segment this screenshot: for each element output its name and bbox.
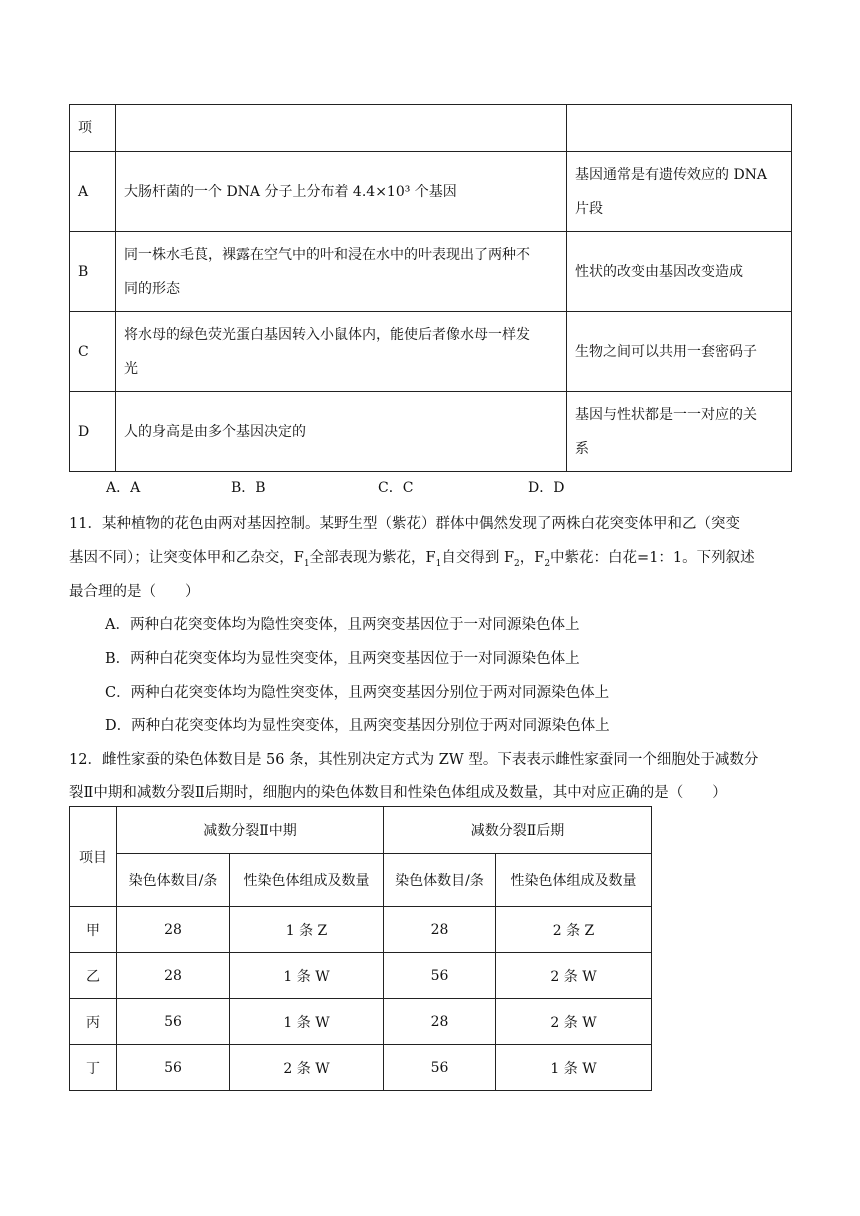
header-cell (116, 105, 567, 152)
cell: 56 (384, 1045, 496, 1091)
q11-stem-line2: 基因不同）；让突变体甲和乙杂交，$F_1$全部表现为紫花，$F_1$自交得到 $F_2$，$F_2$中紫花：白花=1：1。下列叙述 (69, 550, 755, 569)
cell: 56 (384, 953, 496, 999)
row-description: 将水母的绿色荧光蛋白基因转入小鼠体内，能使后者像水母一样发 光 (116, 312, 567, 392)
phase-header: 减数分裂Ⅱ后期 (384, 807, 652, 854)
row-description: 同一株水毛茛，裸露在空气中的叶和浸在水中的叶表现出了两种不 同的形态 (116, 232, 567, 312)
row-description: 大肠杆菌的一个 DNA 分子上分布着 4.4×10³ 个基因 (116, 152, 567, 232)
cell: 28 (117, 953, 230, 999)
table-subheader-row (70, 854, 652, 907)
table-row (70, 1045, 652, 1091)
table-header-row (70, 105, 792, 152)
cell: 28 (117, 907, 230, 953)
cell: 1 条 W (496, 1045, 652, 1091)
q11-choice-c: C．两种白花突变体均为隐性突变体，且两突变基因分别位于两对同源染色体上 (105, 685, 610, 701)
item-header: 项目 (70, 807, 117, 907)
header-cell: 项 (70, 105, 116, 152)
cell: 28 (384, 999, 496, 1045)
cell: 2 条 W (496, 999, 652, 1045)
row-label: B (70, 232, 116, 312)
table-row (70, 232, 792, 312)
cell: 2 条 W (230, 1045, 384, 1091)
table-row (70, 907, 652, 953)
cell: 1 条 W (230, 999, 384, 1045)
subheader-cell: 性染色体组成及数量 (230, 854, 384, 907)
gene-trait-table (69, 104, 792, 472)
q12-stem-line2: 裂Ⅱ中期和减数分裂Ⅱ后期时，细胞内的染色体数目和性染色体组成及数量，其中对应正确的是（ ） (69, 785, 727, 801)
row-label: D (70, 392, 116, 472)
table-row (70, 953, 652, 999)
q11-stem-line3: 最合理的是（ ） (69, 584, 200, 600)
subheader-cell: 性染色体组成及数量 (496, 854, 652, 907)
option-d: D．D (528, 480, 565, 496)
table-row (70, 152, 792, 232)
row-label: 丙 (70, 999, 117, 1045)
row-reason: 基因与性状都是一一对应的关 系 (567, 392, 792, 472)
q10-options (106, 477, 706, 497)
cell: 2 条 Z (496, 907, 652, 953)
row-label: 乙 (70, 953, 117, 999)
option-a: A．A (106, 480, 141, 496)
row-label: C (70, 312, 116, 392)
table-header-row (70, 807, 652, 854)
row-reason: 基因通常是有遗传效应的 DNA 片段 (567, 152, 792, 232)
q11-choice-a: A．两种白花突变体均为隐性突变体，且两突变基因位于一对同源染色体上 (105, 617, 580, 633)
cell: 56 (117, 1045, 230, 1091)
header-cell (567, 105, 792, 152)
subheader-cell: 染色体数目/条 (117, 854, 230, 907)
table-row (70, 312, 792, 392)
row-label: A (70, 152, 116, 232)
phase-header: 减数分裂Ⅱ中期 (117, 807, 384, 854)
row-reason: 性状的改变由基因改变造成 (567, 232, 792, 312)
q11-choice-d: D．两种白花突变体均为显性突变体，且两突变基因分别位于两对同源染色体上 (105, 718, 610, 734)
table-row (70, 392, 792, 472)
table-row (70, 999, 652, 1045)
cell: 28 (384, 907, 496, 953)
row-description: 人的身高是由多个基因决定的 (116, 392, 567, 472)
option-c: C．C (378, 480, 414, 496)
row-label: 丁 (70, 1045, 117, 1091)
q11-choice-b: B．两种白花突变体均为显性突变体，且两突变基因位于一对同源染色体上 (105, 651, 580, 667)
q11-stem-line1: 11．某种植物的花色由两对基因控制。某野生型（紫花）群体中偶然发现了两株白花突变体甲和乙（突变 (69, 516, 740, 532)
row-reason: 生物之间可以共用一套密码子 (567, 312, 792, 392)
row-label: 甲 (70, 907, 117, 953)
subheader-cell: 染色体数目/条 (384, 854, 496, 907)
meiosis-table (69, 806, 652, 1091)
cell: 56 (117, 999, 230, 1045)
cell: 1 条 Z (230, 907, 384, 953)
cell: 1 条 W (230, 953, 384, 999)
option-b: B．B (231, 480, 266, 496)
cell: 2 条 W (496, 953, 652, 999)
q12-stem-line1: 12．雌性家蚕的染色体数目是 56 条，其性别决定方式为 ZW 型。下表表示雌性家蚕同一个细胞处于减数分 (69, 752, 759, 768)
